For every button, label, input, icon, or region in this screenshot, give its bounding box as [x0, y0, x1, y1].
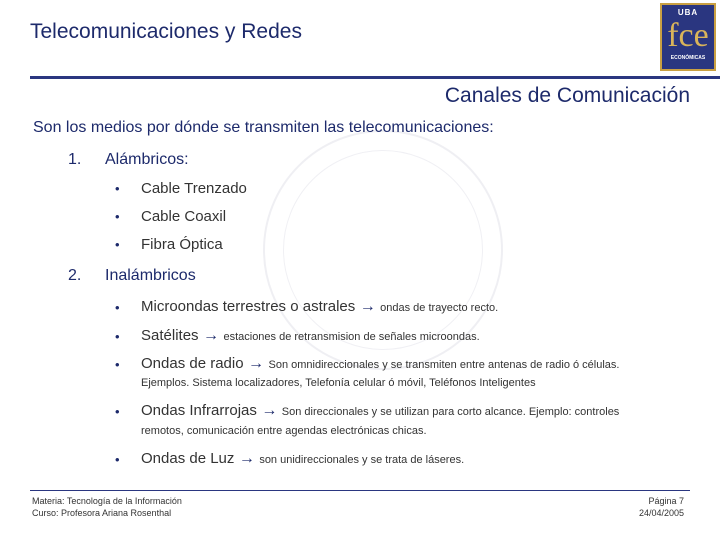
- logo-fce-text: fce: [667, 17, 709, 54]
- section-title: Canales de Comunicación: [444, 84, 690, 107]
- bullet: •: [115, 404, 120, 419]
- logo-uba-text: UBA: [677, 8, 699, 17]
- item-note-continued: Ejemplos. Sistema localizadores, Telefonía celular ó móvil, Teléfonos Inteligentes: [141, 377, 536, 389]
- item-note-continued: remotos, comunicación entre agendas electrónicas chicas.: [141, 425, 427, 437]
- list-item: Cable Coaxil: [141, 208, 227, 225]
- list-item: Fibra Óptica: [141, 236, 223, 253]
- list-heading: Alámbricos:: [105, 151, 189, 168]
- top-divider: [30, 76, 720, 79]
- list-item: Cable Trenzado: [141, 180, 247, 197]
- bullet: •: [115, 329, 120, 344]
- footer-divider: [30, 490, 690, 491]
- arrow-right-icon: →: [261, 402, 278, 419]
- footer-page-number: Página 7: [648, 496, 684, 506]
- list-item: Ondas de radio: [141, 355, 244, 372]
- list-item-row: [141, 450, 464, 468]
- list-item-row: [141, 402, 619, 420]
- logo-eco-text: ECONÓMICAS: [670, 55, 706, 61]
- header-title: Telecomunicaciones y Redes: [30, 20, 302, 43]
- arrow-right-icon: →: [248, 355, 265, 372]
- footer-left: [32, 495, 182, 519]
- item-note: Son direccionales y se utilizan para corto alcance. Ejemplo: controles: [281, 406, 620, 418]
- list-item-row: [141, 327, 480, 345]
- footer-curso: Curso: Profesora Ariana Rosenthal: [32, 508, 172, 518]
- bullet: •: [115, 237, 120, 252]
- item-note: ondas de trayecto recto.: [380, 302, 499, 314]
- arrow-right-icon: →: [203, 327, 219, 344]
- list-number: 2.: [68, 267, 82, 284]
- list-item-row: [141, 298, 498, 316]
- list-item: Ondas de Luz: [141, 450, 235, 467]
- university-seal-inner-ring: [283, 150, 483, 350]
- bullet: •: [115, 209, 120, 224]
- item-note: estaciones de retransmision de señales microondas.: [223, 331, 480, 343]
- footer-date: 24/04/2005: [638, 508, 684, 518]
- list-item-row: [141, 355, 619, 373]
- bullet: •: [115, 181, 120, 196]
- footer-right: [639, 495, 684, 519]
- arrow-right-icon: →: [238, 450, 255, 467]
- item-note: son unidireccionales y se trata de láseres.: [259, 454, 465, 466]
- item-note: Son omnidireccionales y se transmiten entre antenas de radio ó células.: [268, 359, 620, 371]
- bullet: •: [115, 300, 120, 315]
- fce-uba-logo: [660, 3, 716, 71]
- list-item: Microondas terrestres o astrales: [141, 298, 356, 315]
- list-item: Ondas Infrarrojas: [141, 402, 257, 419]
- arrow-right-icon: →: [359, 298, 376, 315]
- intro-text: Son los medios por dónde se transmiten las telecomunicaciones:: [33, 119, 494, 136]
- bullet: •: [115, 357, 120, 372]
- list-heading: Inalámbricos: [105, 267, 196, 284]
- list-item: Satélites: [141, 327, 199, 344]
- bullet: •: [115, 452, 120, 467]
- list-number: 1.: [68, 151, 82, 168]
- footer-materia: Materia: Tecnología de la Información: [32, 496, 182, 506]
